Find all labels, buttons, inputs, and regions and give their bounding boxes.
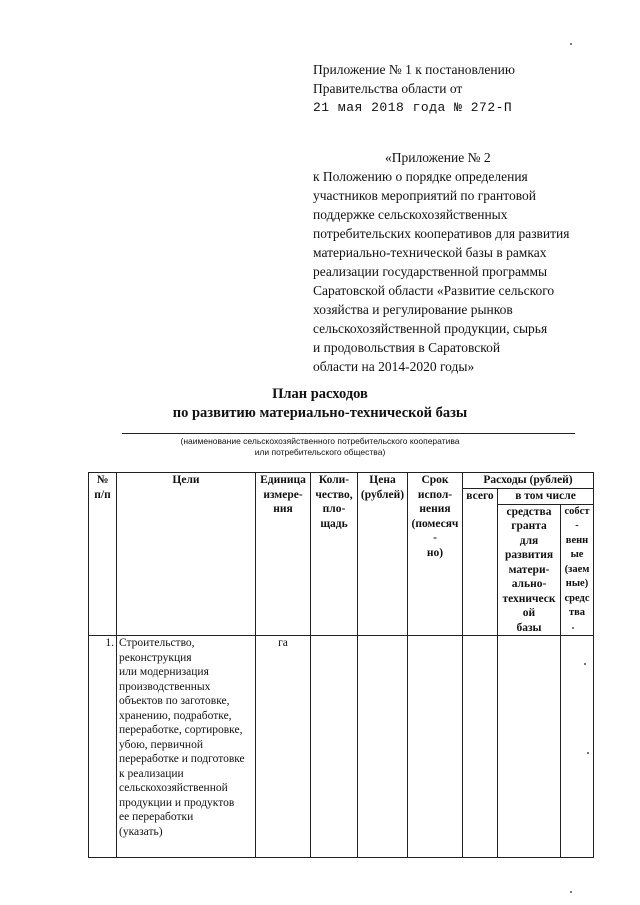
plan-title: План расходов xyxy=(272,386,368,402)
annex-line-8: Саратовской области «Развитие сельского xyxy=(313,283,555,298)
annex-line-11: и продовольствия в Саратовской xyxy=(313,340,501,355)
col-header-total: всего xyxy=(463,489,498,636)
expense-plan-table xyxy=(88,472,594,858)
col-header-quantity: Коли- чество, пло- щадь xyxy=(311,473,358,636)
row-quantity xyxy=(311,636,358,858)
annex-line-5: потребительских кооперативов для развития xyxy=(313,226,570,241)
name-underline xyxy=(122,433,575,434)
table-row xyxy=(89,636,594,858)
row-unit: га xyxy=(256,636,311,858)
caption-line-2: или потребительского общества) xyxy=(254,447,386,457)
annex-line-1: «Приложение № 2 xyxy=(385,150,491,165)
annex-line-12: области на 2014-2020 годы» xyxy=(313,359,475,374)
col-header-expenses: Расходы (рублей) xyxy=(463,473,594,489)
annex-line-4: поддержке сельскохозяйственных xyxy=(313,207,508,222)
row-grant xyxy=(498,636,561,858)
col-header-term: Срок испол- нения (помесяч- но) xyxy=(408,473,463,636)
plan-subtitle: по развитию материально-технической базы xyxy=(172,405,468,421)
col-header-goals: Цели xyxy=(117,473,256,636)
row-price xyxy=(358,636,408,858)
scan-speck xyxy=(570,891,572,893)
caption-line-1: (наименование сельскохозяйственного потребительского кооператива xyxy=(180,436,460,446)
annex-line-7: реализации государственной программы xyxy=(313,264,548,279)
col-header-price: Цена (рублей) xyxy=(358,473,408,636)
annex-line-9: хозяйства и регулирование рынков xyxy=(313,302,513,317)
col-header-no: № п/п xyxy=(89,473,117,636)
col-header-including: в том числе xyxy=(498,489,594,505)
row-term xyxy=(408,636,463,858)
annex-line-10: сельскохозяйственной продукции, сырья xyxy=(313,321,548,336)
scan-speck xyxy=(570,43,572,45)
scan-speck xyxy=(572,627,574,629)
row-total xyxy=(463,636,498,858)
row-no: 1. xyxy=(89,636,117,858)
header-line-3: 21 мая 2018 года № 272-П xyxy=(313,100,513,115)
col-header-own: собст- венные (заемные) средства xyxy=(561,504,594,636)
header-line-1: Приложение № 1 к постановлению xyxy=(313,62,515,77)
annex-line-6: материально-технической базы в рамках xyxy=(313,245,547,260)
scan-speck xyxy=(584,663,586,665)
header-line-2: Правительства области от xyxy=(313,81,463,96)
scan-speck xyxy=(587,752,589,754)
row-own xyxy=(561,636,594,858)
col-header-grant: средства гранта для развития матери- ально- технической базы xyxy=(498,504,561,636)
row-goal: Строительство, реконструкция или модернизация производственных объектов по заготовке, хранению, подработке, переработке, сортировке, убою, первичной переработке и подготовке к реализации сельскохозяйственной продукции и продуктов ее переработки (указать) xyxy=(117,636,256,858)
annex-line-3: участников мероприятий по грантовой xyxy=(313,188,536,203)
annex-line-2: к Положению о порядке определения xyxy=(313,169,528,184)
col-header-unit: Единица измере- ния xyxy=(256,473,311,636)
